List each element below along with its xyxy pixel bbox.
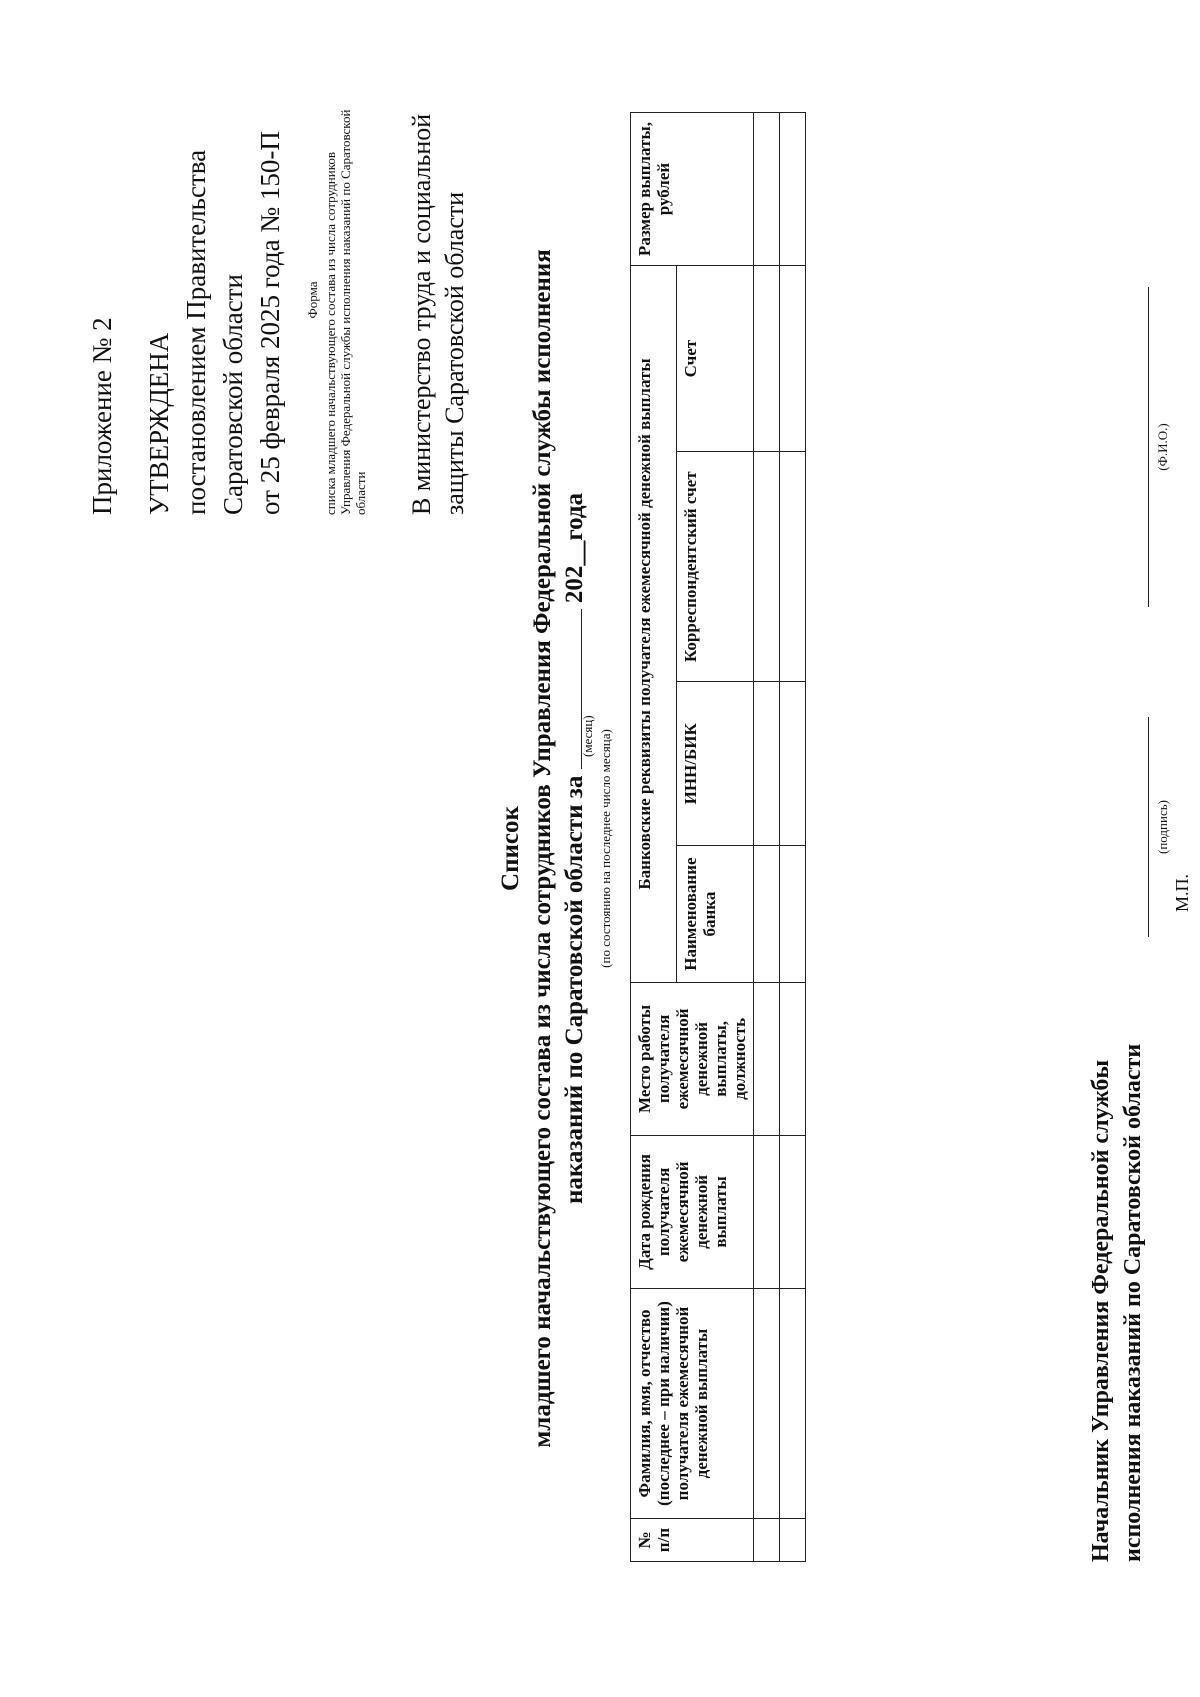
header-amount: Размер выплаты, рублей	[631, 113, 754, 266]
header-corr-account: Корреспондентский счет	[676, 452, 753, 682]
table-cell	[754, 452, 780, 682]
table-row	[754, 113, 780, 1562]
table-cell	[780, 1288, 806, 1518]
name-line	[1148, 287, 1149, 607]
table-row	[780, 113, 806, 1562]
table-cell	[754, 1288, 780, 1518]
month-note: (месяц)	[580, 715, 595, 757]
table-cell	[780, 452, 806, 682]
addressee	[405, 114, 471, 515]
title-line-2: младшего начальствующего состава из числа сотрудников Управления Федеральной службы исполнения	[529, 249, 556, 1448]
appendix-number: Приложение № 2	[87, 317, 117, 515]
header-bank-name: Наименование банка	[676, 846, 753, 983]
signature-note: (подпись)	[1155, 800, 1170, 854]
title-period-line	[559, 40, 591, 1657]
table-cell	[780, 1519, 806, 1562]
form-label: Форма	[305, 281, 320, 319]
table-cell	[754, 682, 780, 846]
title-line-3: наказаний по Саратовской области за	[561, 775, 588, 1205]
header-birth-date: Дата рождения получателя ежемесячной денежной выплаты	[631, 1135, 754, 1288]
form-description: списка младшего начальствующего состава из числа сотрудников Управления Федеральной службы исполнения наказаний по Саратовской области	[323, 109, 368, 515]
state-note: (по состоянию на последнее число месяца)	[598, 729, 613, 968]
table-cell	[780, 682, 806, 846]
title-word: Список	[497, 806, 524, 891]
table-cell	[754, 266, 780, 452]
header-inn-bik: ИНН/БИК	[676, 682, 753, 846]
approved-date: от 25 февраля 2025 года № 150-П	[255, 131, 285, 515]
header-number: № п/п	[631, 1519, 754, 1562]
addressee-line-1: В министерство труда и социальной	[407, 113, 436, 515]
header-account: Счет	[676, 266, 753, 452]
table-cell	[780, 1135, 806, 1288]
document-title	[495, 40, 591, 1657]
chief-signature-block	[1085, 1044, 1149, 1562]
signature-line	[1148, 717, 1149, 937]
table-cell	[754, 1135, 780, 1288]
table-cell	[780, 266, 806, 452]
approved-region: Саратовской области	[218, 274, 248, 515]
table-header-row	[631, 113, 677, 1562]
appendix-header	[84, 131, 289, 515]
recipients-table	[630, 112, 806, 1562]
header-bank-details: Банковские реквизиты получателя ежемесячной денежной выплаты	[631, 266, 677, 983]
table-cell	[754, 846, 780, 983]
table-cell	[754, 113, 780, 266]
form-caption	[305, 85, 368, 515]
header-full-name: Фамилия, имя, отчество (последнее – при наличии) получателя ежемесячной денежной выплаты	[631, 1288, 754, 1518]
chief-title-line-1: Начальник Управления Федеральной службы	[1088, 1059, 1114, 1562]
stamp-place: М.П.	[1172, 873, 1192, 912]
name-note: (Ф.И.О.)	[1155, 423, 1170, 471]
title-year: 202__года	[561, 493, 588, 604]
addressee-line-2: защиты Саратовской области	[440, 191, 469, 515]
approved-by: постановлением Правительства	[181, 149, 211, 515]
table-cell	[754, 1519, 780, 1562]
table-cell	[754, 982, 780, 1135]
table-cell	[780, 982, 806, 1135]
table-cell	[780, 113, 806, 266]
chief-title-line-2: исполнения наказаний по Саратовской области	[1120, 1043, 1146, 1562]
table-cell	[780, 846, 806, 983]
approved-label: УТВЕРЖДЕНА	[144, 332, 174, 515]
header-workplace: Место работы получателя ежемесячной денежной выплаты, должность	[631, 982, 754, 1135]
